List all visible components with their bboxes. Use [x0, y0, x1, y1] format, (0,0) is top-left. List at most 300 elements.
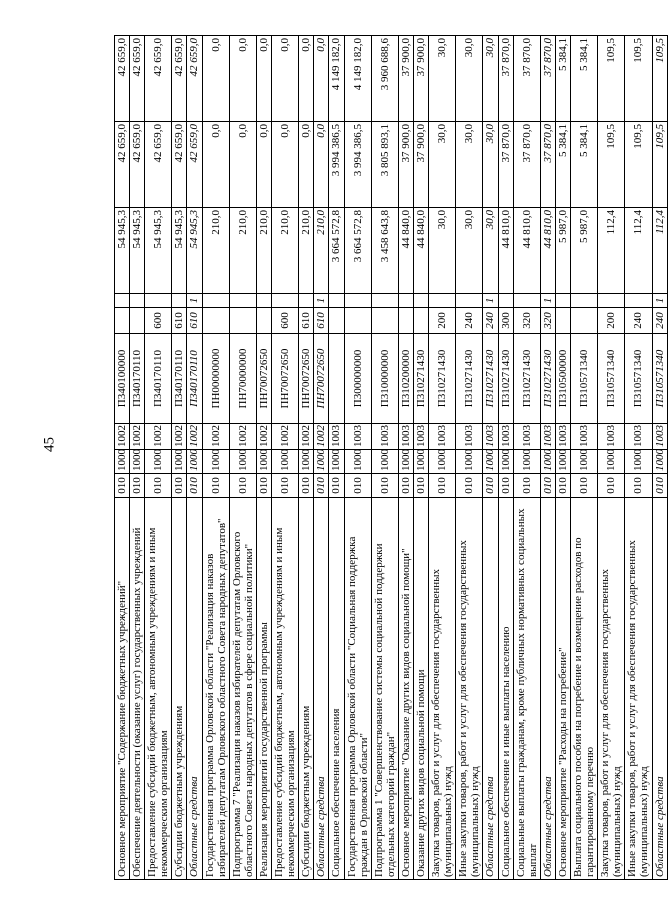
- section-code: 1000: [625, 450, 652, 474]
- ministry-code: 010: [498, 474, 513, 498]
- ministry-code: 010: [329, 474, 344, 498]
- expense-type-code: [256, 308, 271, 334]
- row-name: Социальное обеспечение населения: [329, 498, 344, 880]
- target-article-code: П310500000: [555, 334, 570, 424]
- table-row: [456, 36, 483, 880]
- source-code: [413, 294, 428, 308]
- source-code: [202, 294, 229, 308]
- ministry-code: 010: [371, 474, 398, 498]
- expense-type-code: [115, 308, 130, 334]
- section-code: 1000: [598, 450, 625, 474]
- expense-type-code: [202, 308, 229, 334]
- target-article-code: П310271430: [429, 334, 456, 424]
- subsection-code: 1003: [625, 424, 652, 450]
- source-code: 1: [314, 294, 329, 308]
- amount-year-3: 37 900,0: [398, 36, 413, 122]
- amount-year-1: 44 810,0: [498, 208, 513, 294]
- subsection-code: 1003: [555, 424, 570, 450]
- target-article-code: П310571340: [652, 334, 667, 424]
- expense-type-code: 610: [314, 308, 329, 334]
- amount-year-1: 54 945,3: [130, 208, 145, 294]
- row-name: Основное мероприятие "Оказание других видов социальной помощи": [398, 498, 413, 880]
- subsection-code: 1003: [540, 424, 555, 450]
- source-code: 1: [187, 294, 202, 308]
- section-code: 1000: [513, 450, 540, 474]
- row-name: Областные средства: [652, 498, 667, 880]
- expense-type-code: 240: [652, 308, 667, 334]
- amount-year-1: 54 945,3: [115, 208, 130, 294]
- amount-year-2: 3 994 386,5: [344, 122, 371, 208]
- subsection-code: 1003: [571, 424, 598, 450]
- amount-year-1: 54 945,3: [187, 208, 202, 294]
- source-code: [498, 294, 513, 308]
- amount-year-3: 0,0: [256, 36, 271, 122]
- amount-year-1: 112,4: [625, 208, 652, 294]
- amount-year-1: 3 664 572,8: [344, 208, 371, 294]
- ministry-code: 010: [256, 474, 271, 498]
- expense-type-code: 320: [513, 308, 540, 334]
- subsection-code: 1002: [172, 424, 187, 450]
- section-code: 1000: [130, 450, 145, 474]
- expense-type-code: 300: [498, 308, 513, 334]
- table-row: [115, 36, 130, 880]
- ministry-code: 010: [513, 474, 540, 498]
- row-name: Обеспечение деятельности (оказание услуг) государственных учреждений: [130, 498, 145, 880]
- target-article-code: П310200000: [398, 334, 413, 424]
- subsection-code: 1003: [513, 424, 540, 450]
- source-code: [145, 294, 172, 308]
- row-name: Областные средства: [314, 498, 329, 880]
- row-name: Областные средства: [187, 498, 202, 880]
- subsection-code: 1003: [498, 424, 513, 450]
- subsection-code: 1003: [329, 424, 344, 450]
- target-article-code: П310571340: [625, 334, 652, 424]
- amount-year-1: 44 810,0: [540, 208, 555, 294]
- row-name: Государственная программа Орловской области "Реализация наказов избирателей депутатам Орловского областного Совета народных депутатов": [202, 498, 229, 880]
- amount-year-2: 37 900,0: [398, 122, 413, 208]
- amount-year-2: 30,0: [456, 122, 483, 208]
- ministry-code: 010: [483, 474, 498, 498]
- expense-type-code: 610: [187, 308, 202, 334]
- source-code: [625, 294, 652, 308]
- amount-year-1: 44 840,0: [413, 208, 428, 294]
- table-row: [299, 36, 314, 880]
- row-name: Областные средства: [540, 498, 555, 880]
- target-article-code: П310571340: [571, 334, 598, 424]
- section-code: 1000: [344, 450, 371, 474]
- row-name: Основное мероприятие "Расходы на погребение": [555, 498, 570, 880]
- section-code: 1000: [456, 450, 483, 474]
- amount-year-2: 37 900,0: [413, 122, 428, 208]
- table-row: [344, 36, 371, 880]
- ministry-code: 010: [172, 474, 187, 498]
- subsection-code: 1002: [299, 424, 314, 450]
- ministry-code: 010: [429, 474, 456, 498]
- amount-year-3: 37 870,0: [540, 36, 555, 122]
- table-row: [652, 36, 667, 880]
- source-code: [513, 294, 540, 308]
- target-article-code: П340170110: [145, 334, 172, 424]
- target-article-code: П310271430: [513, 334, 540, 424]
- row-name: Иные закупки товаров, работ и услуг для обеспечения государственных (муниципальных) нужд: [625, 498, 652, 880]
- row-name: Закупка товаров, работ и услуг для обеспечения государственных (муниципальных) нужд: [598, 498, 625, 880]
- amount-year-1: 3 664 572,8: [329, 208, 344, 294]
- amount-year-2: 0,0: [229, 122, 256, 208]
- amount-year-1: 54 945,3: [172, 208, 187, 294]
- expense-type-code: 200: [598, 308, 625, 334]
- target-article-code: П340170110: [172, 334, 187, 424]
- amount-year-1: 210,0: [272, 208, 299, 294]
- table-row: [202, 36, 229, 880]
- amount-year-3: 30,0: [429, 36, 456, 122]
- section-code: 1000: [272, 450, 299, 474]
- source-code: 1: [540, 294, 555, 308]
- target-article-code: П310271430: [540, 334, 555, 424]
- table-row: [483, 36, 498, 880]
- row-name: Субсидии бюджетным учреждениям: [172, 498, 187, 880]
- amount-year-1: 44 810,0: [513, 208, 540, 294]
- amount-year-1: 5 987,0: [571, 208, 598, 294]
- row-name: Государственная программа Орловской области "Социальная поддержка граждан в Орловской области": [344, 498, 371, 880]
- target-article-code: ПН70072650: [299, 334, 314, 424]
- expense-type-code: [571, 308, 598, 334]
- ministry-code: 010: [299, 474, 314, 498]
- expense-type-code: [130, 308, 145, 334]
- amount-year-1: 210,0: [299, 208, 314, 294]
- amount-year-1: 112,4: [598, 208, 625, 294]
- ministry-code: 010: [540, 474, 555, 498]
- source-code: [229, 294, 256, 308]
- source-code: [571, 294, 598, 308]
- ministry-code: 010: [625, 474, 652, 498]
- section-code: 1000: [202, 450, 229, 474]
- target-article-code: ПН70072650: [314, 334, 329, 424]
- amount-year-3: 42 659,0: [187, 36, 202, 122]
- table-row: [598, 36, 625, 880]
- expense-type-code: 240: [625, 308, 652, 334]
- ministry-code: 010: [130, 474, 145, 498]
- subsection-code: 1003: [429, 424, 456, 450]
- table-row: [229, 36, 256, 880]
- amount-year-3: 3 960 688,6: [371, 36, 398, 122]
- section-code: 1000: [172, 450, 187, 474]
- amount-year-2: 0,0: [272, 122, 299, 208]
- section-code: 1000: [398, 450, 413, 474]
- table-row: [272, 36, 299, 880]
- amount-year-1: 3 458 643,8: [371, 208, 398, 294]
- ministry-code: 010: [413, 474, 428, 498]
- table-row: [371, 36, 398, 880]
- expense-type-code: [555, 308, 570, 334]
- ministry-code: 010: [456, 474, 483, 498]
- section-code: 1000: [429, 450, 456, 474]
- ministry-code: 010: [202, 474, 229, 498]
- source-code: 1: [652, 294, 667, 308]
- ministry-code: 010: [555, 474, 570, 498]
- ministry-code: 010: [344, 474, 371, 498]
- row-name: Социальное обеспечение и иные выплаты населению: [498, 498, 513, 880]
- section-code: 1000: [187, 450, 202, 474]
- amount-year-2: 109,5: [652, 122, 667, 208]
- amount-year-3: 42 659,0: [130, 36, 145, 122]
- ministry-code: 010: [652, 474, 667, 498]
- amount-year-3: 37 900,0: [413, 36, 428, 122]
- target-article-code: П340100000: [115, 334, 130, 424]
- amount-year-3: 5 384,1: [571, 36, 598, 122]
- table-row: [398, 36, 413, 880]
- subsection-code: 1003: [456, 424, 483, 450]
- section-code: 1000: [256, 450, 271, 474]
- subsection-code: 1002: [229, 424, 256, 450]
- section-code: 1000: [145, 450, 172, 474]
- table-row: [256, 36, 271, 880]
- row-name: Предоставление субсидий бюджетным, автономным учреждениям и иным некоммерческим организациям: [272, 498, 299, 880]
- amount-year-3: 37 870,0: [513, 36, 540, 122]
- amount-year-3: 109,5: [652, 36, 667, 122]
- budget-table-body: [115, 36, 668, 880]
- amount-year-2: 42 659,0: [145, 122, 172, 208]
- subsection-code: 1002: [130, 424, 145, 450]
- amount-year-2: 42 659,0: [115, 122, 130, 208]
- ministry-code: 010: [145, 474, 172, 498]
- ministry-code: 010: [187, 474, 202, 498]
- source-code: [172, 294, 187, 308]
- amount-year-2: 5 384,1: [555, 122, 570, 208]
- source-code: [115, 294, 130, 308]
- expense-type-code: [329, 308, 344, 334]
- target-article-code: П310571340: [598, 334, 625, 424]
- table-row: [314, 36, 329, 880]
- amount-year-2: 5 384,1: [571, 122, 598, 208]
- target-article-code: П310271430: [413, 334, 428, 424]
- amount-year-3: 37 870,0: [498, 36, 513, 122]
- amount-year-3: 0,0: [272, 36, 299, 122]
- amount-year-1: 30,0: [483, 208, 498, 294]
- section-code: 1000: [115, 450, 130, 474]
- section-code: 1000: [498, 450, 513, 474]
- table-row: [498, 36, 513, 880]
- row-name: Основное мероприятие "Содержание бюджетных учреждений": [115, 498, 130, 880]
- target-article-code: П310271430: [498, 334, 513, 424]
- table-row: [413, 36, 428, 880]
- ministry-code: 010: [229, 474, 256, 498]
- row-name: Иные закупки товаров, работ и услуг для обеспечения государственных (муниципальных) нужд: [456, 498, 483, 880]
- amount-year-2: 37 870,0: [513, 122, 540, 208]
- table-row: [540, 36, 555, 880]
- ministry-code: 010: [272, 474, 299, 498]
- row-name: Закупка товаров, работ и услуг для обеспечения государственных (муниципальных) нужд: [429, 498, 456, 880]
- expense-type-code: [344, 308, 371, 334]
- expense-type-code: 240: [456, 308, 483, 334]
- row-name: Социальные выплаты гражданам, кроме публичных нормативных социальных выплат: [513, 498, 540, 880]
- amount-year-2: 42 659,0: [187, 122, 202, 208]
- source-code: [371, 294, 398, 308]
- source-code: [130, 294, 145, 308]
- amount-year-1: 112,4: [652, 208, 667, 294]
- ministry-code: 010: [115, 474, 130, 498]
- expense-type-code: 240: [483, 308, 498, 334]
- amount-year-2: 42 659,0: [130, 122, 145, 208]
- amount-year-1: 30,0: [429, 208, 456, 294]
- ministry-code: 010: [571, 474, 598, 498]
- source-code: [555, 294, 570, 308]
- target-article-code: ПН00000000: [202, 334, 229, 424]
- amount-year-3: 109,5: [598, 36, 625, 122]
- subsection-code: 1003: [413, 424, 428, 450]
- source-code: [272, 294, 299, 308]
- expense-type-code: 600: [145, 308, 172, 334]
- subsection-code: 1002: [202, 424, 229, 450]
- section-code: 1000: [413, 450, 428, 474]
- table-row: [145, 36, 172, 880]
- subsection-code: 1003: [483, 424, 498, 450]
- amount-year-3: 30,0: [456, 36, 483, 122]
- amount-year-1: 210,0: [314, 208, 329, 294]
- target-article-code: П310271430: [483, 334, 498, 424]
- table-row: [555, 36, 570, 880]
- section-code: 1000: [483, 450, 498, 474]
- amount-year-1: 210,0: [229, 208, 256, 294]
- expense-type-code: 610: [299, 308, 314, 334]
- target-article-code: П340170110: [130, 334, 145, 424]
- subsection-code: 1003: [652, 424, 667, 450]
- source-code: [329, 294, 344, 308]
- section-code: 1000: [571, 450, 598, 474]
- row-name: Реализация мероприятий государственной программы: [256, 498, 271, 880]
- amount-year-2: 0,0: [202, 122, 229, 208]
- subsection-code: 1002: [115, 424, 130, 450]
- amount-year-3: 42 659,0: [145, 36, 172, 122]
- amount-year-1: 44 840,0: [398, 208, 413, 294]
- amount-year-1: 210,0: [256, 208, 271, 294]
- amount-year-3: 0,0: [202, 36, 229, 122]
- amount-year-2: 109,5: [625, 122, 652, 208]
- expense-type-code: [413, 308, 428, 334]
- amount-year-3: 42 659,0: [115, 36, 130, 122]
- amount-year-3: 42 659,0: [172, 36, 187, 122]
- section-code: 1000: [371, 450, 398, 474]
- amount-year-2: 37 870,0: [498, 122, 513, 208]
- amount-year-2: 0,0: [299, 122, 314, 208]
- target-article-code: П340170110: [187, 334, 202, 424]
- amount-year-3: 0,0: [229, 36, 256, 122]
- ministry-code: 010: [598, 474, 625, 498]
- row-name: Областные средства: [483, 498, 498, 880]
- target-article-code: ПН70072650: [256, 334, 271, 424]
- expense-type-code: [371, 308, 398, 334]
- amount-year-1: 30,0: [456, 208, 483, 294]
- source-code: [429, 294, 456, 308]
- section-code: 1000: [314, 450, 329, 474]
- amount-year-2: 3 805 893,1: [371, 122, 398, 208]
- amount-year-2: 0,0: [256, 122, 271, 208]
- section-code: 1000: [329, 450, 344, 474]
- section-code: 1000: [540, 450, 555, 474]
- amount-year-3: 109,5: [625, 36, 652, 122]
- expense-type-code: 610: [172, 308, 187, 334]
- section-code: 1000: [299, 450, 314, 474]
- table-row: [172, 36, 187, 880]
- source-code: [456, 294, 483, 308]
- target-article-code: ПН70072650: [272, 334, 299, 424]
- table-row: [513, 36, 540, 880]
- amount-year-2: 109,5: [598, 122, 625, 208]
- table-row: [130, 36, 145, 880]
- target-article-code: [329, 334, 344, 424]
- amount-year-1: 54 945,3: [145, 208, 172, 294]
- rotated-table-container: [114, 36, 668, 880]
- table-row: [571, 36, 598, 880]
- amount-year-3: 0,0: [314, 36, 329, 122]
- source-code: [598, 294, 625, 308]
- subsection-code: 1003: [398, 424, 413, 450]
- ministry-code: 010: [314, 474, 329, 498]
- amount-year-3: 4 149 182,0: [344, 36, 371, 122]
- row-name: Выплата социального пособия на погребение и возмещение расходов по гарантированному перечню: [571, 498, 598, 880]
- page-number: 45: [41, 437, 58, 452]
- amount-year-2: 0,0: [314, 122, 329, 208]
- subsection-code: 1003: [371, 424, 398, 450]
- source-code: [256, 294, 271, 308]
- source-code: [344, 294, 371, 308]
- expense-type-code: 320: [540, 308, 555, 334]
- budget-table: [114, 35, 668, 880]
- amount-year-2: 30,0: [483, 122, 498, 208]
- subsection-code: 1002: [145, 424, 172, 450]
- subsection-code: 1002: [314, 424, 329, 450]
- amount-year-3: 4 149 182,0: [329, 36, 344, 122]
- expense-type-code: [398, 308, 413, 334]
- table-row: [329, 36, 344, 880]
- amount-year-2: 3 994 386,5: [329, 122, 344, 208]
- row-name: Предоставление субсидий бюджетным, автономным учреждениям и иным некоммерческим организациям: [145, 498, 172, 880]
- section-code: 1000: [555, 450, 570, 474]
- subsection-code: 1002: [187, 424, 202, 450]
- table-row: [429, 36, 456, 880]
- target-article-code: П300000000: [344, 334, 371, 424]
- target-article-code: П310000000: [371, 334, 398, 424]
- row-name: Оказание других видов социальной помощи: [413, 498, 428, 880]
- expense-type-code: 600: [272, 308, 299, 334]
- target-article-code: ПН70000000: [229, 334, 256, 424]
- subsection-code: 1003: [598, 424, 625, 450]
- source-code: 1: [483, 294, 498, 308]
- section-code: 1000: [652, 450, 667, 474]
- expense-type-code: [229, 308, 256, 334]
- ministry-code: 010: [398, 474, 413, 498]
- amount-year-3: 5 384,1: [555, 36, 570, 122]
- row-name: Подпрограмма 7 "Реализация наказов избирателей депутатам Орловского областного Совета народных депутатов в сфере социальной политики": [229, 498, 256, 880]
- amount-year-3: 0,0: [299, 36, 314, 122]
- table-row: [187, 36, 202, 880]
- target-article-code: П310271430: [456, 334, 483, 424]
- subsection-code: 1003: [344, 424, 371, 450]
- source-code: [299, 294, 314, 308]
- amount-year-2: 37 870,0: [540, 122, 555, 208]
- row-name: Подпрограмма 1 "Совершенствование системы социальной поддержки отдельных категорий граждан": [371, 498, 398, 880]
- amount-year-2: 30,0: [429, 122, 456, 208]
- row-name: Субсидии бюджетным учреждениям: [299, 498, 314, 880]
- amount-year-3: 30,0: [483, 36, 498, 122]
- subsection-code: 1002: [272, 424, 299, 450]
- section-code: 1000: [229, 450, 256, 474]
- amount-year-1: 210,0: [202, 208, 229, 294]
- table-row: [625, 36, 652, 880]
- expense-type-code: 200: [429, 308, 456, 334]
- source-code: [398, 294, 413, 308]
- subsection-code: 1002: [256, 424, 271, 450]
- amount-year-1: 5 987,0: [555, 208, 570, 294]
